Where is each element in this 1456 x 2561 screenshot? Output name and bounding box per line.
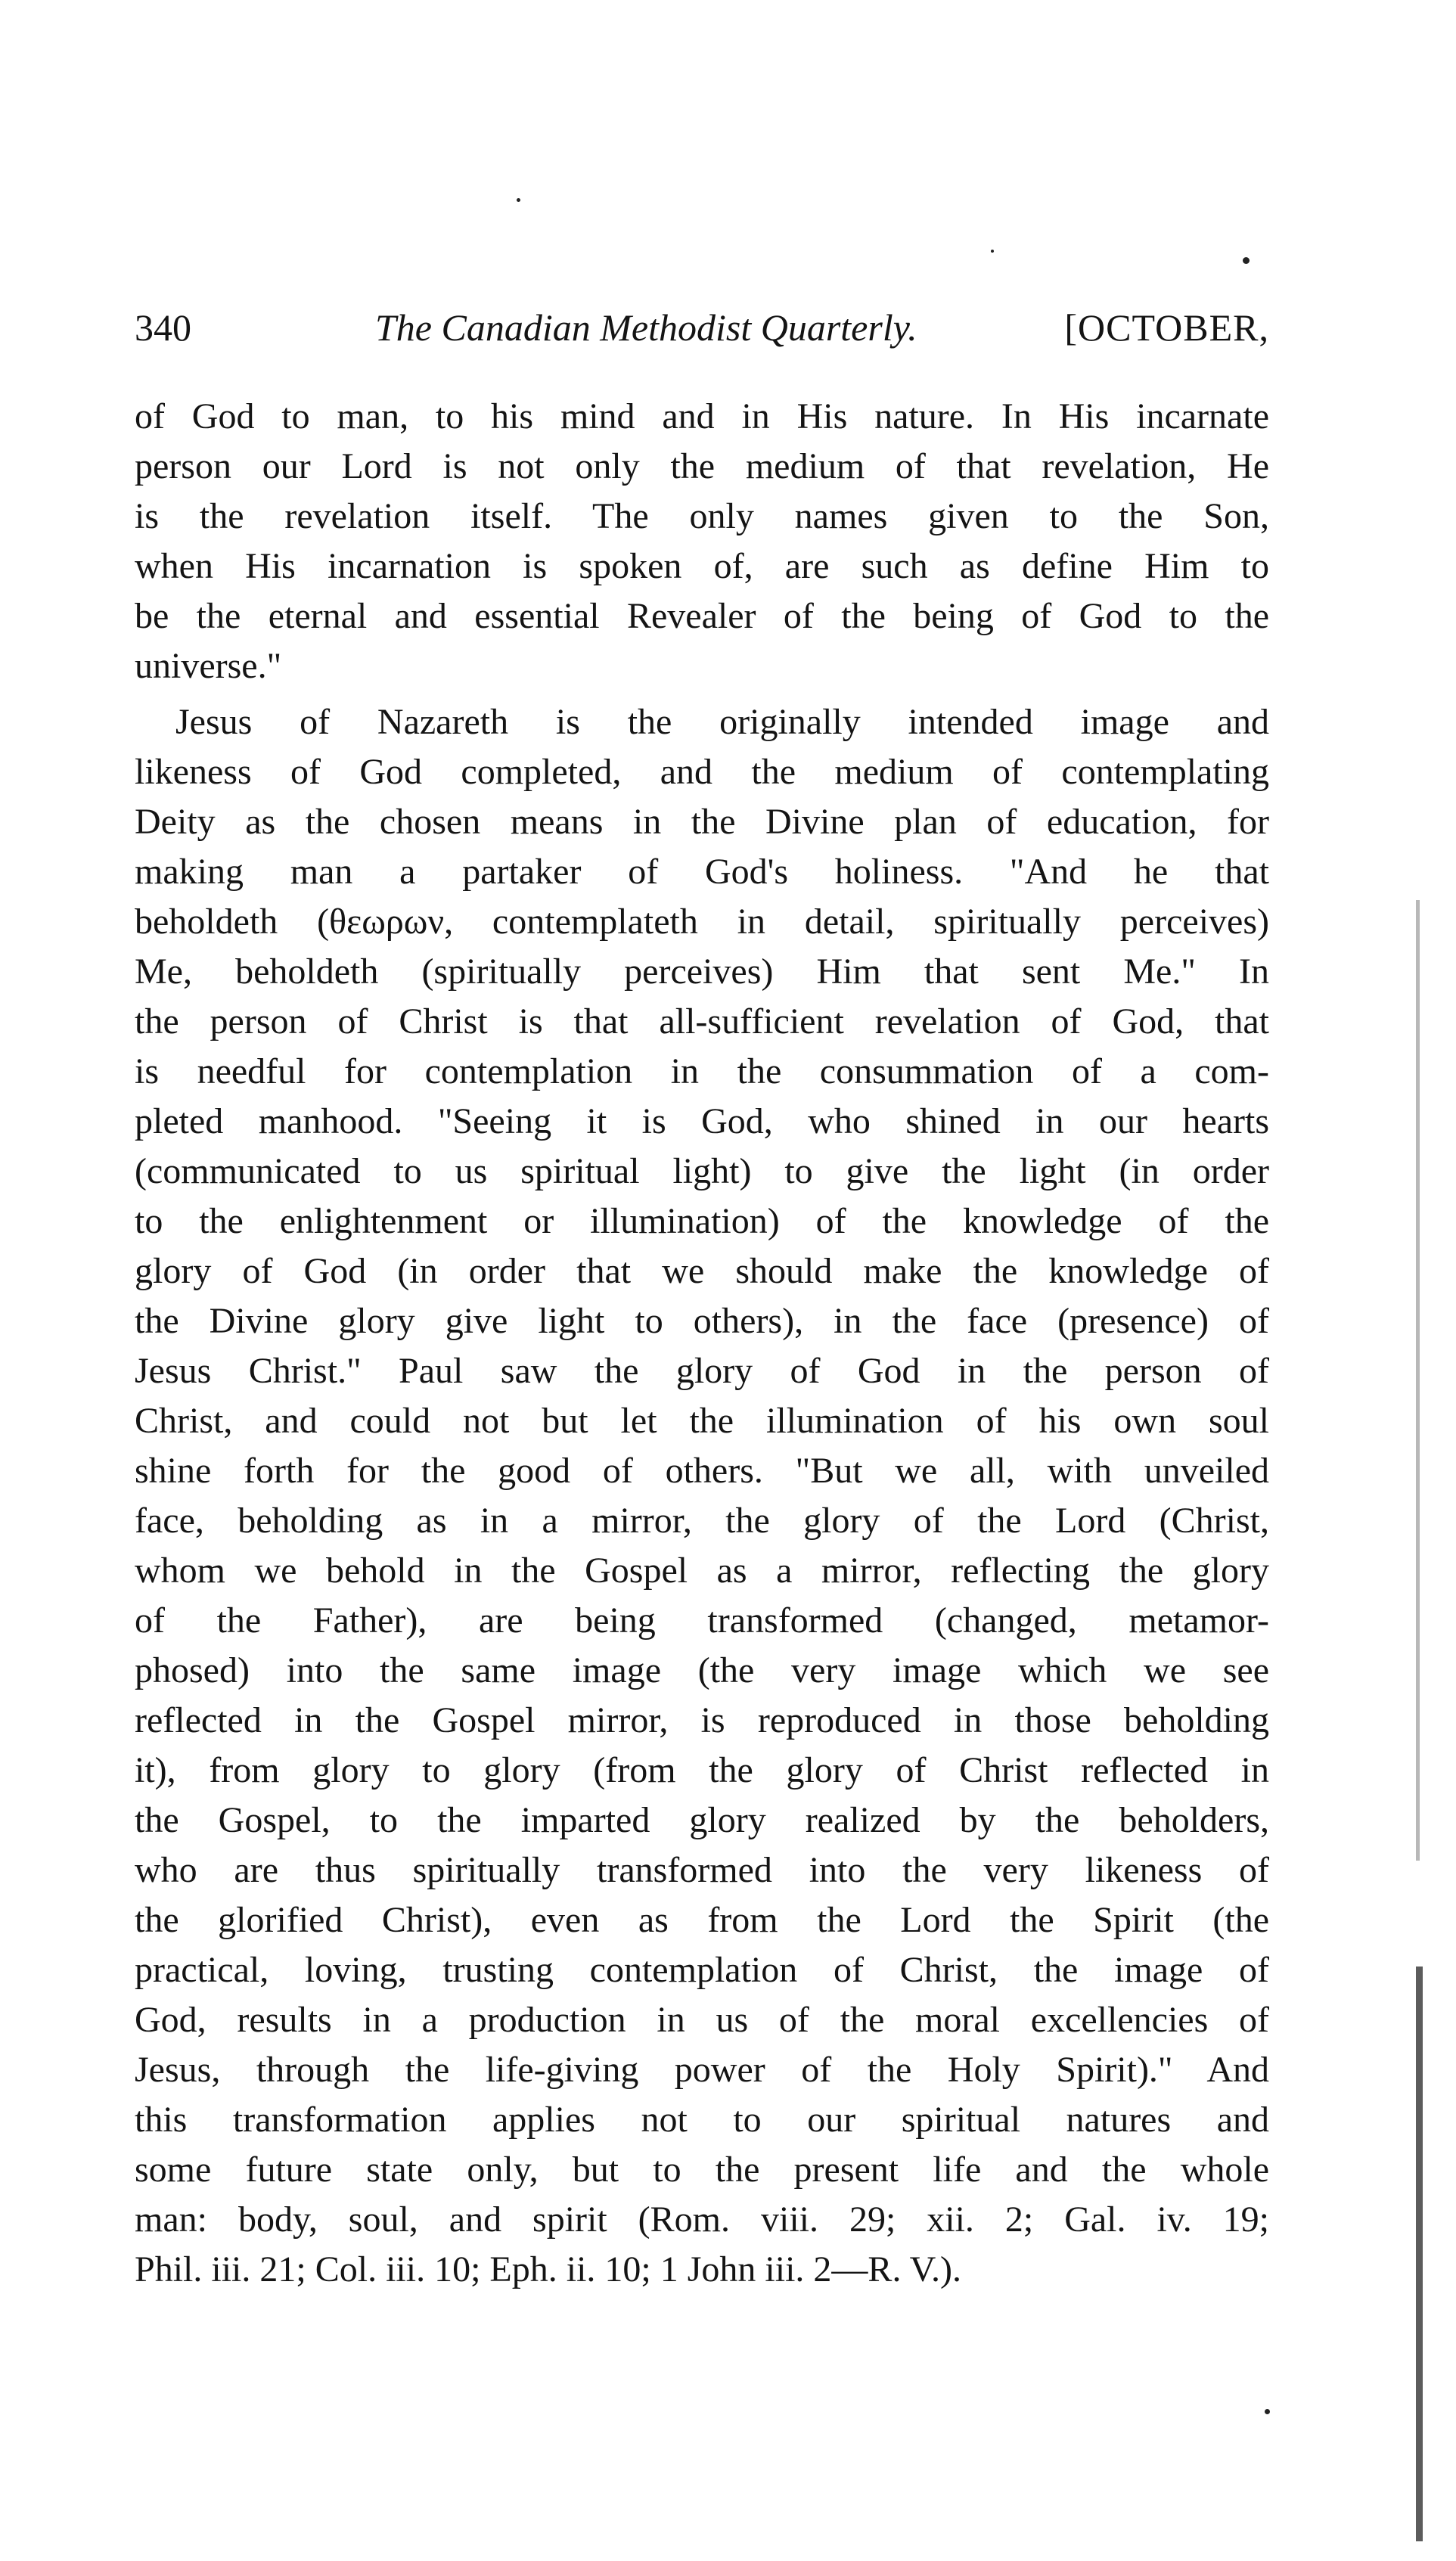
text-line: Jesus of Nazareth is the originally intended image and <box>175 702 1269 742</box>
scan-speck <box>517 198 520 202</box>
text-line: likeness of God completed, and the medium of contemplating <box>135 752 1269 792</box>
paragraph-gap <box>135 691 1269 697</box>
paragraph-1 <box>135 392 1269 691</box>
body-text <box>135 392 1269 2295</box>
text-line: reflected in the Gospel mirror, is reproduced in those beholding <box>135 1700 1269 1740</box>
text-line: some future state only, but to the present life and the whole <box>135 2150 1269 2190</box>
scan-speck <box>1265 2409 1270 2414</box>
text-line: the person of Christ is that all-sufficient revelation of God, that <box>135 1001 1269 1041</box>
text-line: person our Lord is not only the medium of that revelation, He <box>135 446 1269 486</box>
text-line: glory of God (in order that we should make the knowledge of <box>135 1251 1269 1291</box>
text-line: of God to man, to his mind and in His nature. In His incarnate <box>135 396 1269 436</box>
text-line: making man a partaker of God's holiness. "And he that <box>135 852 1269 892</box>
text-line: Deity as the chosen means in the Divine plan of education, for <box>135 802 1269 842</box>
text-line: Me, beholdeth (spiritually perceives) Him that sent Me." In <box>135 951 1269 992</box>
text-line: is needful for contemplation in the consummation of a com- <box>135 1051 1269 1091</box>
text-line: Jesus Christ." Paul saw the glory of God in the person of <box>135 1351 1269 1391</box>
text-line: practical, loving, trusting contemplation of Christ, the image of <box>135 1950 1269 1990</box>
running-month: [OCTOBER, <box>1064 306 1269 349</box>
text-line: of the Father), are being transformed (changed, metamor- <box>135 1600 1269 1641</box>
page-edge-shadow <box>1416 900 1420 1861</box>
running-header <box>135 301 1269 354</box>
text-line: beholdeth (θεωρων, contemplateth in detail, spiritually perceives) <box>135 902 1269 942</box>
scan-speck <box>991 250 994 253</box>
text-line: universe." <box>135 646 282 686</box>
text-line: who are thus spiritually transformed into the very likeness of <box>135 1850 1269 1890</box>
text-line: Christ, and could not but let the illumination of his own soul <box>135 1401 1269 1441</box>
scan-speck <box>1243 257 1250 264</box>
text-line: whom we behold in the Gospel as a mirror, reflecting the glory <box>135 1551 1269 1591</box>
text-line: phosed) into the same image (the very image which we see <box>135 1650 1269 1690</box>
text-line: this transformation applies not to our spiritual natures and <box>135 2100 1269 2140</box>
text-line: the Gospel, to the imparted glory realized by the beholders, <box>135 1800 1269 1840</box>
text-line: man: body, soul, and spirit (Rom. viii. 29; xii. 2; Gal. iv. 19; <box>135 2199 1269 2240</box>
text-line: the Divine glory give light to others), in the face (presence) of <box>135 1301 1269 1341</box>
running-title: The Canadian Methodist Quarterly. <box>375 306 917 349</box>
paragraph-2 <box>135 697 1269 2295</box>
text-line: is the revelation itself. The only names given to the Son, <box>135 496 1269 536</box>
text-line: Phil. iii. 21; Col. iii. 10; Eph. ii. 10; 1 John iii. 2—R. V.). <box>135 2249 962 2289</box>
text-line: when His incarnation is spoken of, are such as define Him to <box>135 546 1269 586</box>
text-line: shine forth for the good of others. "But we all, with unveiled <box>135 1451 1269 1491</box>
text-line: it), from glory to glory (from the glory of Christ reflected in <box>135 1750 1269 1790</box>
text-line: (communicated to us spiritual light) to give the light (in order <box>135 1151 1269 1191</box>
text-line: be the eternal and essential Revealer of the being of God to the <box>135 596 1269 636</box>
text-line: God, results in a production in us of the moral excellencies of <box>135 2000 1269 2040</box>
page-edge-shadow <box>1416 1967 1423 2541</box>
text-line: pleted manhood. "Seeing it is God, who shined in our hearts <box>135 1101 1269 1141</box>
text-line: face, beholding as in a mirror, the glory of the Lord (Christ, <box>135 1501 1269 1541</box>
text-line: Jesus, through the life-giving power of the Holy Spirit)." And <box>135 2050 1269 2090</box>
text-line: to the enlightenment or illumination) of the knowledge of the <box>135 1201 1269 1241</box>
page-number: 340 <box>135 306 191 349</box>
text-line: the glorified Christ), even as from the Lord the Spirit (the <box>135 1900 1269 1940</box>
